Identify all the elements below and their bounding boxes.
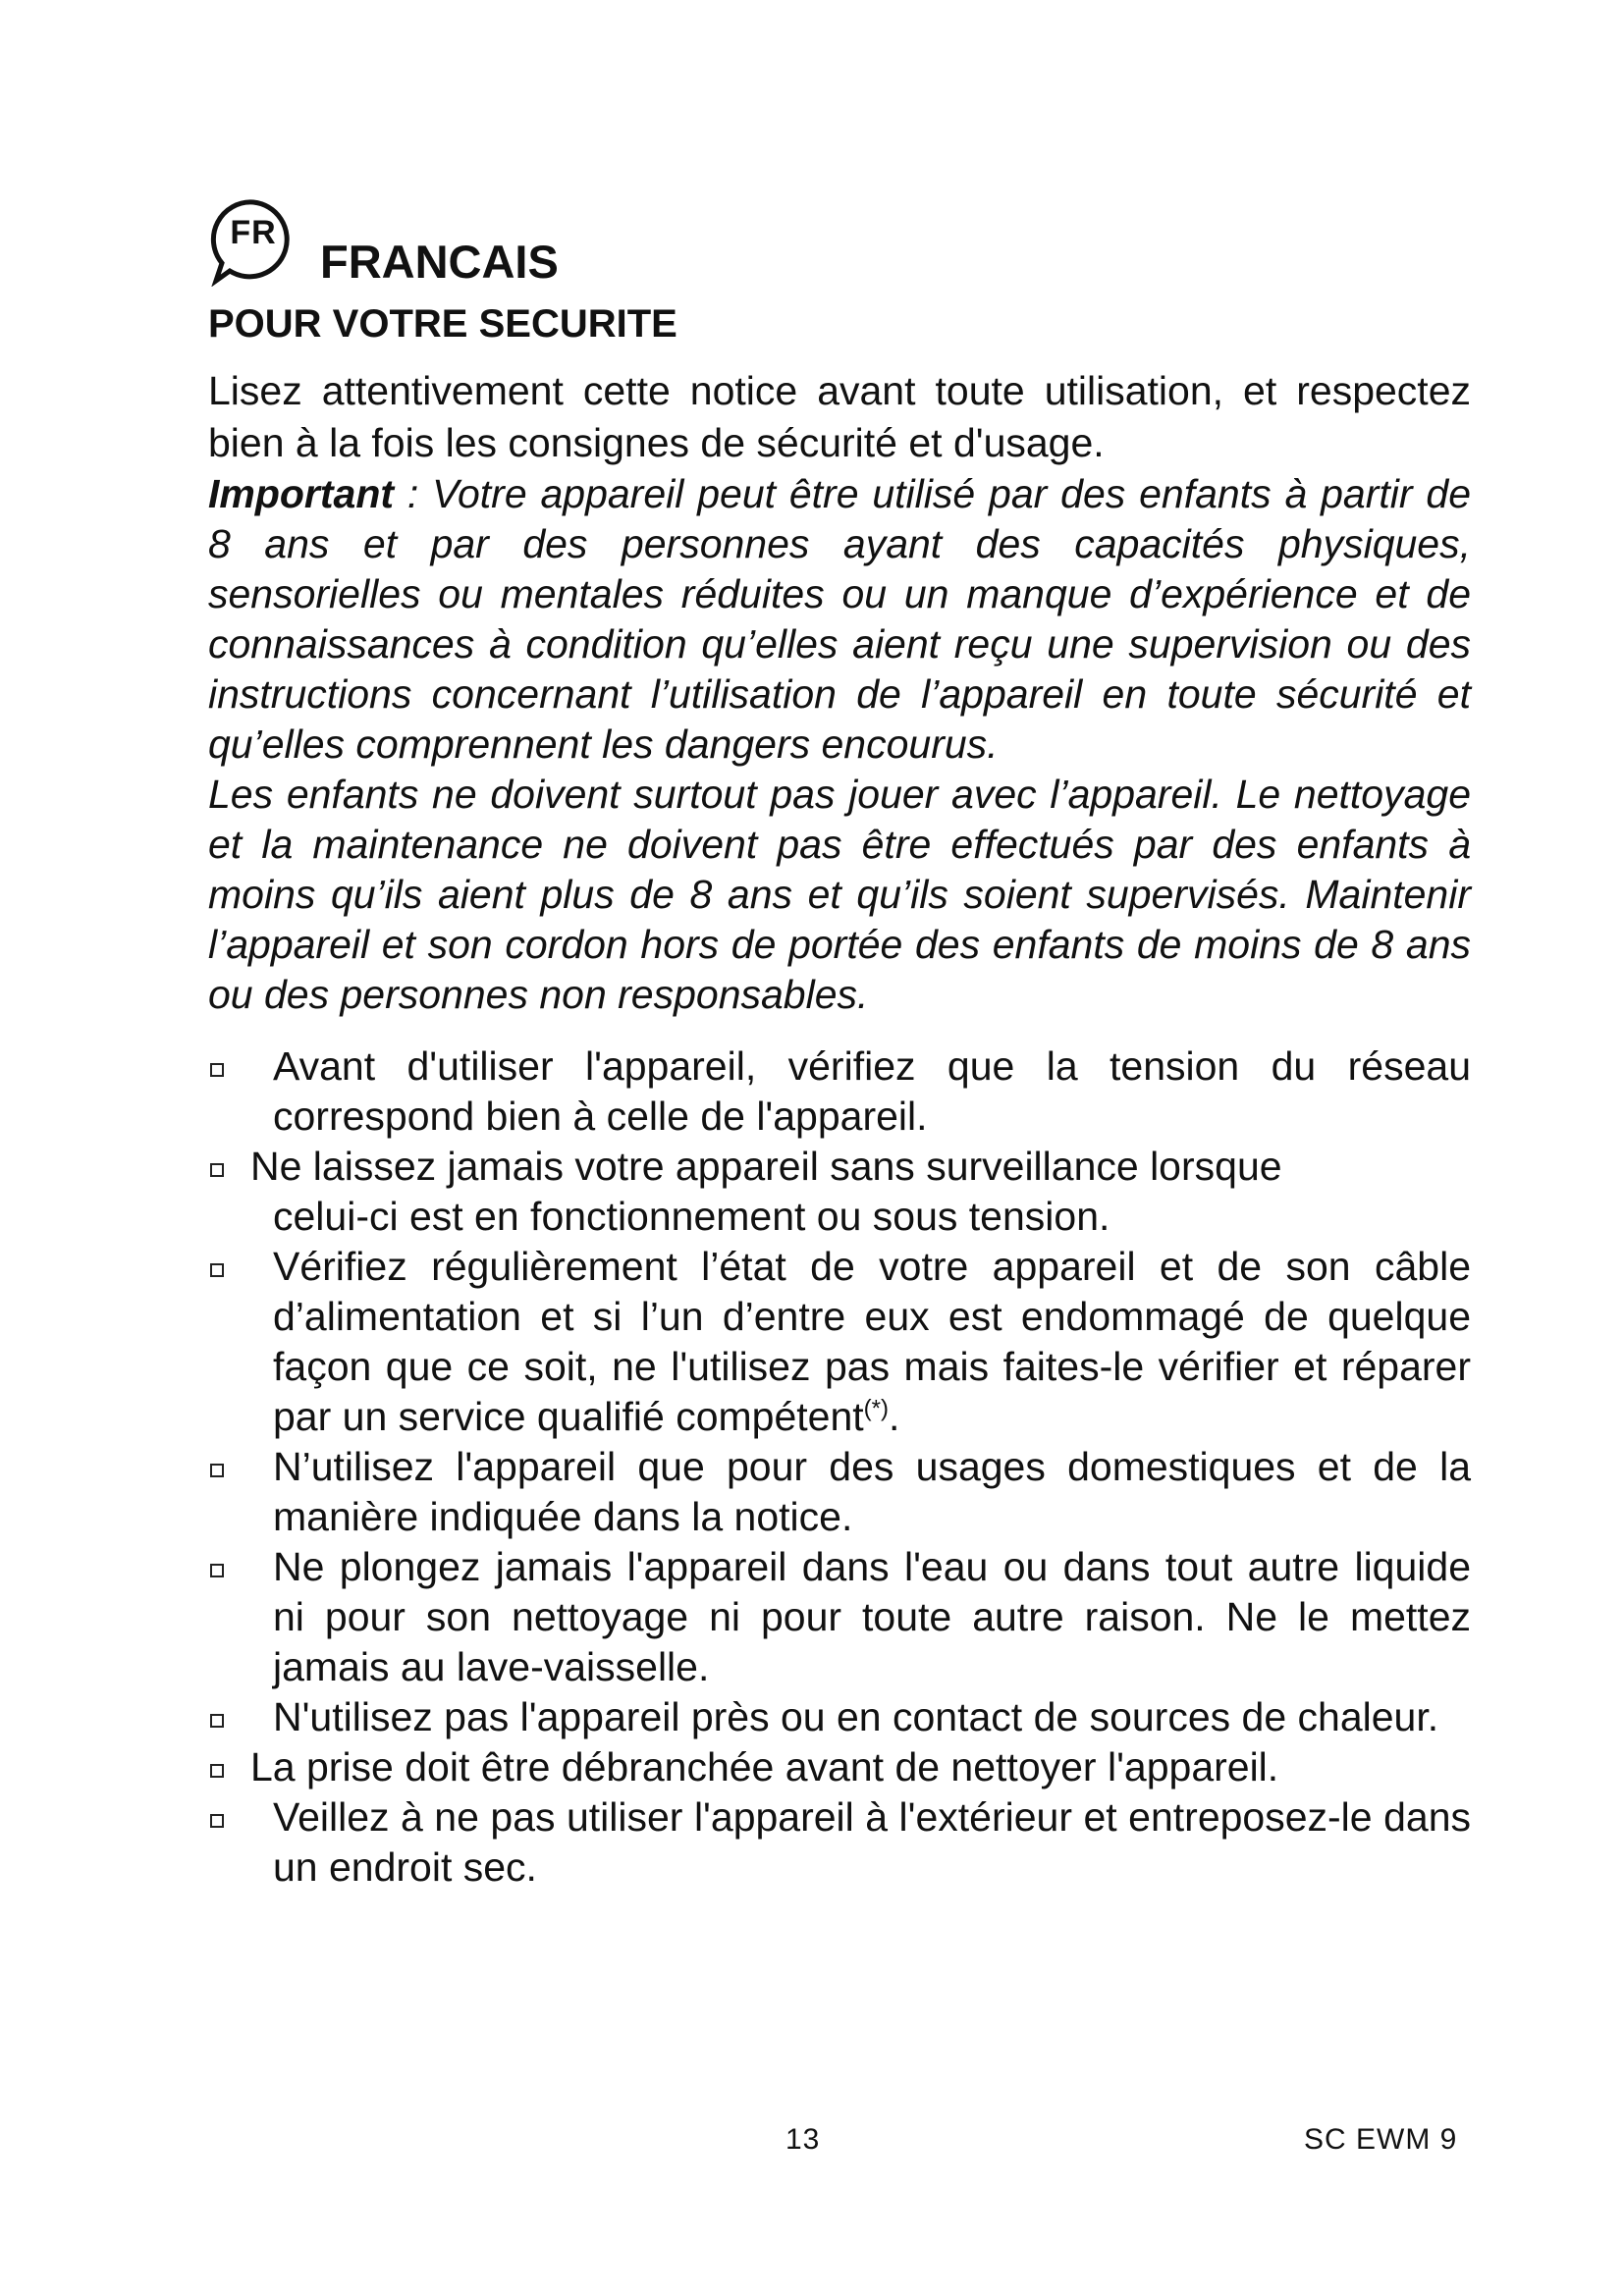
checkbox-bullet-icon: [210, 1764, 224, 1778]
checkbox-bullet-icon: [210, 1464, 224, 1477]
language-header: [208, 196, 559, 287]
list-item: Avant d'utiliser l'appareil, vérifiez que la tension du réseau correspond bien à celle de l'appareil.: [208, 1041, 1471, 1142]
safety-rules-list: [208, 1041, 1471, 1893]
list-item: N’utilisez l'appareil que pour des usages domestiques et de la manière indiquée dans la notice.: [208, 1442, 1471, 1542]
section-title: POUR VOTRE SECURITE: [208, 302, 677, 346]
checkbox-bullet-icon: [210, 1714, 224, 1728]
checkbox-bullet-icon: [210, 1263, 224, 1277]
page-number: 13: [785, 2123, 821, 2156]
important-text: : Votre appareil peut être utilisé par des enfants à partir de 8 ans et par des personnes ayant des capacités physiques, sensorielles ou mentales réduites ou un manque d’expérience et de connaissances à condition qu’elles aient reçu une supervision ou des instructions concernant l’utilisation de l’appareil en toute sécurité et qu’elles comprennent les dangers encourus.: [208, 471, 1471, 767]
important-label: Important: [208, 471, 395, 516]
checkbox-bullet-icon: [210, 1814, 224, 1828]
language-title: FRANCAIS: [320, 236, 559, 288]
list-item: Veillez à ne pas utiliser l'appareil à l'extérieur et entreposez-le dans un endroit sec.: [208, 1792, 1471, 1893]
list-item: La prise doit être débranchée avant de nettoyer l'appareil.: [208, 1742, 1471, 1792]
list-item: Ne plongez jamais l'appareil dans l'eau ou dans tout autre liquide ni pour son nettoyage ni pour toute autre raison. Ne le mettez jamais au lave-vaisselle.: [208, 1542, 1471, 1692]
safety-content: [208, 365, 1471, 1893]
badge-label: FR: [230, 214, 277, 251]
checkbox-bullet-icon: [210, 1063, 224, 1077]
list-item: Vérifiez régulièrement l’état de votre appareil et de son câble d’alimentation et si l’un d’entre eux est endommagé de quelque façon que ce soit, ne l'utilisez pas mais faites-le vérifier et réparer par un service qualifié compétent(*).: [208, 1242, 1471, 1442]
checkbox-bullet-icon: [210, 1163, 224, 1177]
model-number: SC EWM 9: [1304, 2123, 1458, 2156]
intro-paragraph: Lisez attentivement cette notice avant toute utilisation, et respectez bien à la fois les consignes de sécurité et d'usage.: [208, 368, 1471, 465]
fr-language-badge-icon: [208, 196, 298, 287]
list-item: Ne laissez jamais votre appareil sans surveillance lorsque celui-ci est en fonctionnement ou sous tension.: [208, 1142, 1471, 1242]
list-item: N'utilisez pas l'appareil près ou en contact de sources de chaleur.: [208, 1692, 1471, 1742]
checkbox-bullet-icon: [210, 1564, 224, 1577]
important-paragraph: [208, 469, 1471, 770]
children-paragraph: Les enfants ne doivent surtout pas jouer avec l’appareil. Le nettoyage et la maintenance ne doivent pas être effectués par des enfants à moins qu’ils aient plus de 8 ans et qu’ils soient supervisés. Maintenir l’appareil et son cordon hors de portée des enfants de moins de 8 ans ou des personnes non responsables.: [208, 772, 1471, 1017]
